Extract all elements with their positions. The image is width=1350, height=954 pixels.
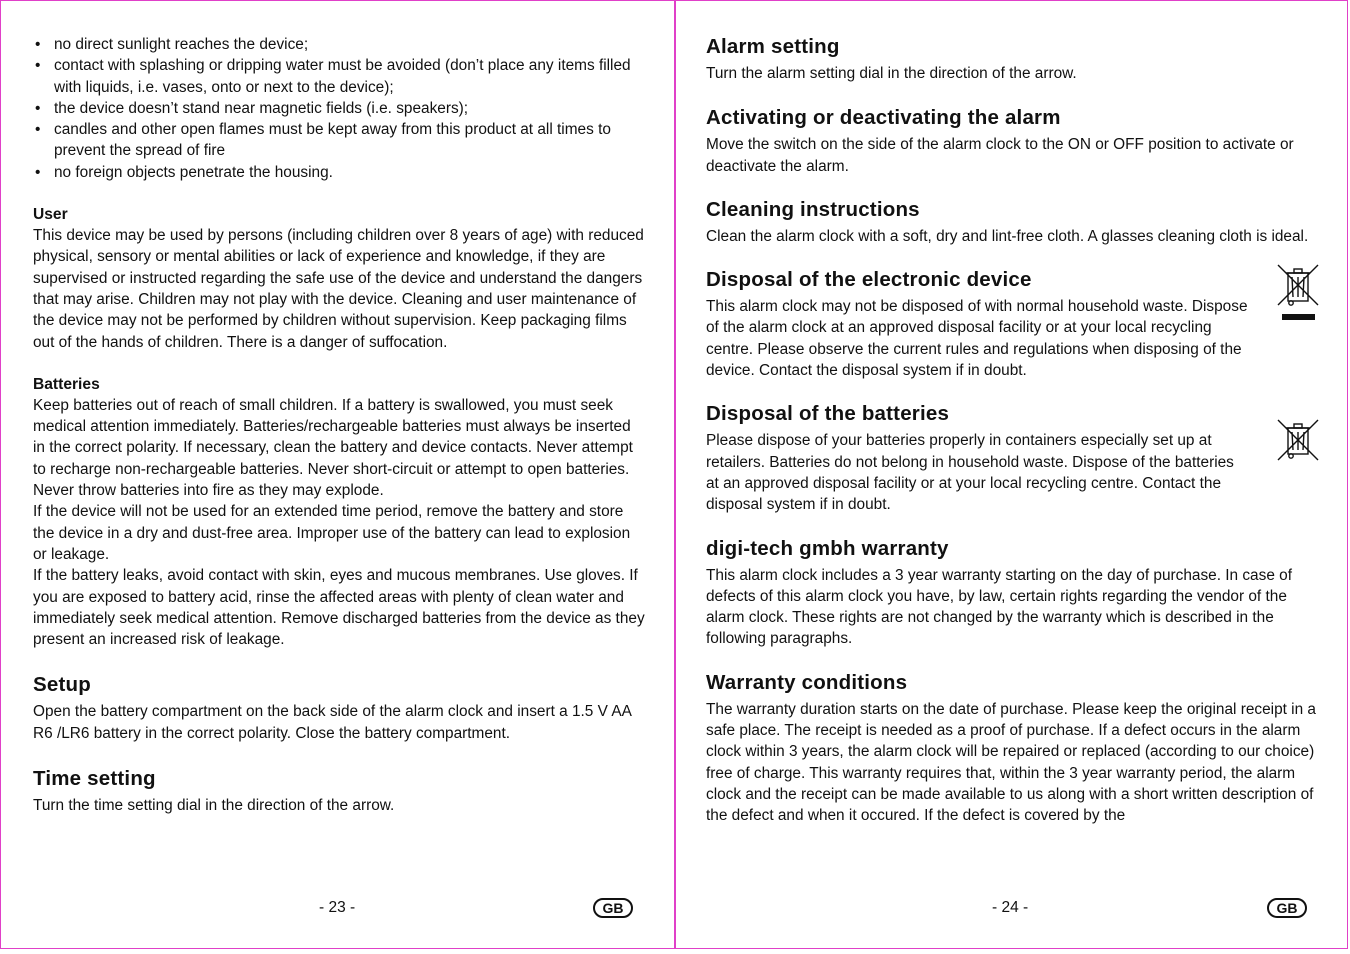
left-page bbox=[0, 0, 675, 949]
page-number: - 23 - bbox=[319, 899, 356, 916]
time-setting-section bbox=[33, 766, 645, 816]
disposal-batteries-heading: Disposal of the batteries bbox=[706, 402, 950, 426]
time-setting-text: Turn the time setting dial in the direction of the arrow. bbox=[33, 797, 395, 815]
user-text: This device may be used by persons (including children over 8 years of age) with reduced physical, sensory or mental abilities or lack of experience and knowledge, if they are supervised or instructed regarding the safe use of the device and understand the dangers that may arise. Children may not play with the device. Cleaning and user maintenance of the device may not be performed by children without supervision. Keep packaging films out of the hands of children. There is a danger of suffocation. bbox=[33, 227, 644, 351]
right-page bbox=[675, 0, 1348, 949]
activating-section bbox=[706, 105, 1318, 177]
right-column bbox=[706, 34, 1318, 827]
safety-bullet-list bbox=[33, 34, 645, 183]
alarm-setting-section bbox=[706, 34, 1318, 84]
setup-heading: Setup bbox=[33, 673, 91, 697]
cleaning-text: Clean the alarm clock with a soft, dry and lint-free cloth. A glasses cleaning cloth is ideal. bbox=[706, 227, 1309, 245]
batteries-paragraph-3: If the battery leaks, avoid contact with skin, eyes and mucous membranes. Use gloves. If you are exposed to battery acid, rinse the affected areas with plenty of clean water and immediately seek medical attention. Remove discharged batteries from the device as they present an increased risk of leakage. bbox=[33, 567, 645, 649]
disposal-device-section bbox=[706, 267, 1318, 381]
batteries-paragraph-1: Keep batteries out of reach of small children. If a battery is swallowed, you must seek medical attention immediately. Batteries/rechargeable batteries must always be inserted in the correct polarity. If necessary, clean the battery and device contacts. Never attempt to recharge non-rechargeable batteries. Never short-circuit or attempt to open batteries. Never throw batteries into fire as they may explode. bbox=[33, 396, 633, 500]
cleaning-section bbox=[706, 197, 1318, 247]
crossed-out-wheelie-bin-icon bbox=[1276, 418, 1320, 462]
page-number: - 24 - bbox=[992, 899, 1029, 916]
disposal-device-text: This alarm clock may not be disposed of with normal household waste. Dispose of the alarm clock at an approved disposal facility or at your local recycling centre. Please observe the current rules and regulations when disposing of the device. Contact the disposal system if in doubt. bbox=[706, 298, 1248, 380]
list-item: • no direct sunlight reaches the device; bbox=[35, 36, 309, 53]
warranty-heading: digi-tech gmbh warranty bbox=[706, 536, 949, 560]
warranty-section bbox=[706, 536, 1318, 650]
disposal-device-heading: Disposal of the electronic device bbox=[706, 268, 1032, 292]
left-column bbox=[33, 34, 645, 816]
list-item: • no foreign objects penetrate the housing. bbox=[35, 163, 333, 181]
crossed-out-wheelie-bin-icon bbox=[1276, 263, 1320, 327]
list-item: • the device doesn’t stand near magnetic fields (i.e. speakers); bbox=[35, 99, 469, 117]
disposal-batteries-section bbox=[706, 401, 1318, 515]
setup-section bbox=[33, 672, 645, 744]
warranty-conditions-section bbox=[706, 670, 1318, 827]
list-item: • contact with splashing or dripping water must be avoided (don’t place any items filled with liquids, i.e. vases, onto or next to the device); bbox=[35, 57, 631, 96]
language-badge: GB bbox=[1267, 898, 1307, 918]
warranty-conditions-heading: Warranty conditions bbox=[706, 670, 908, 694]
cleaning-heading: Cleaning instructions bbox=[706, 197, 920, 221]
alarm-setting-text: Turn the alarm setting dial in the direction of the arrow. bbox=[706, 65, 1077, 82]
activating-heading: Activating or deactivating the alarm bbox=[706, 106, 1061, 130]
warranty-text: This alarm clock includes a 3 year warranty starting on the day of purchase. In case of defects of this alarm clock you have, by law, certain rights regarding the vendor of the alarm clock. These rights are not changed by the warranty which is described in the following paragraphs. bbox=[706, 566, 1292, 648]
language-badge: GB bbox=[593, 898, 633, 918]
setup-text: Open the battery compartment on the back side of the alarm clock and insert a 1.5 V AA R6 /LR6 battery in the correct polarity. Close the battery compartment. bbox=[33, 703, 632, 742]
alarm-setting-heading: Alarm setting bbox=[706, 35, 840, 58]
activating-text: Move the switch on the side of the alarm clock to the ON or OFF position to activate or deactivate the alarm. bbox=[706, 136, 1294, 175]
user-heading: User bbox=[33, 206, 68, 224]
disposal-batteries-text: Please dispose of your batteries properly in containers especially set up at retailers. Batteries do not belong in household waste. Dispose of the batteries at an approved disposal facility or at your local recycling centre. Contact the disposal system if in doubt. bbox=[706, 432, 1234, 514]
time-setting-heading: Time setting bbox=[33, 767, 156, 791]
batteries-paragraph-2: If the device will not be used for an extended time period, remove the battery and store the device in a dry and dust-free area. Improper use of the battery can lead to explosion or leakage. bbox=[33, 503, 631, 563]
list-item: • candles and other open flames must be kept away from this product at all times to prevent the spread of fire bbox=[35, 121, 611, 160]
batteries-heading: Batteries bbox=[33, 375, 100, 393]
warranty-conditions-text: The warranty duration starts on the date of purchase. Please keep the original receipt in a safe place. The receipt is needed as a proof of purchase. If a defect occurs in the alarm clock within 3 years, the alarm clock will be repaired or replaced (according to our choice) free of charge. This warranty requires that, within the 3 year warranty period, the alarm clock and the receipt can be made available to us along with a short written description of the defect and when it occured. If the defect is covered by the bbox=[706, 700, 1316, 825]
